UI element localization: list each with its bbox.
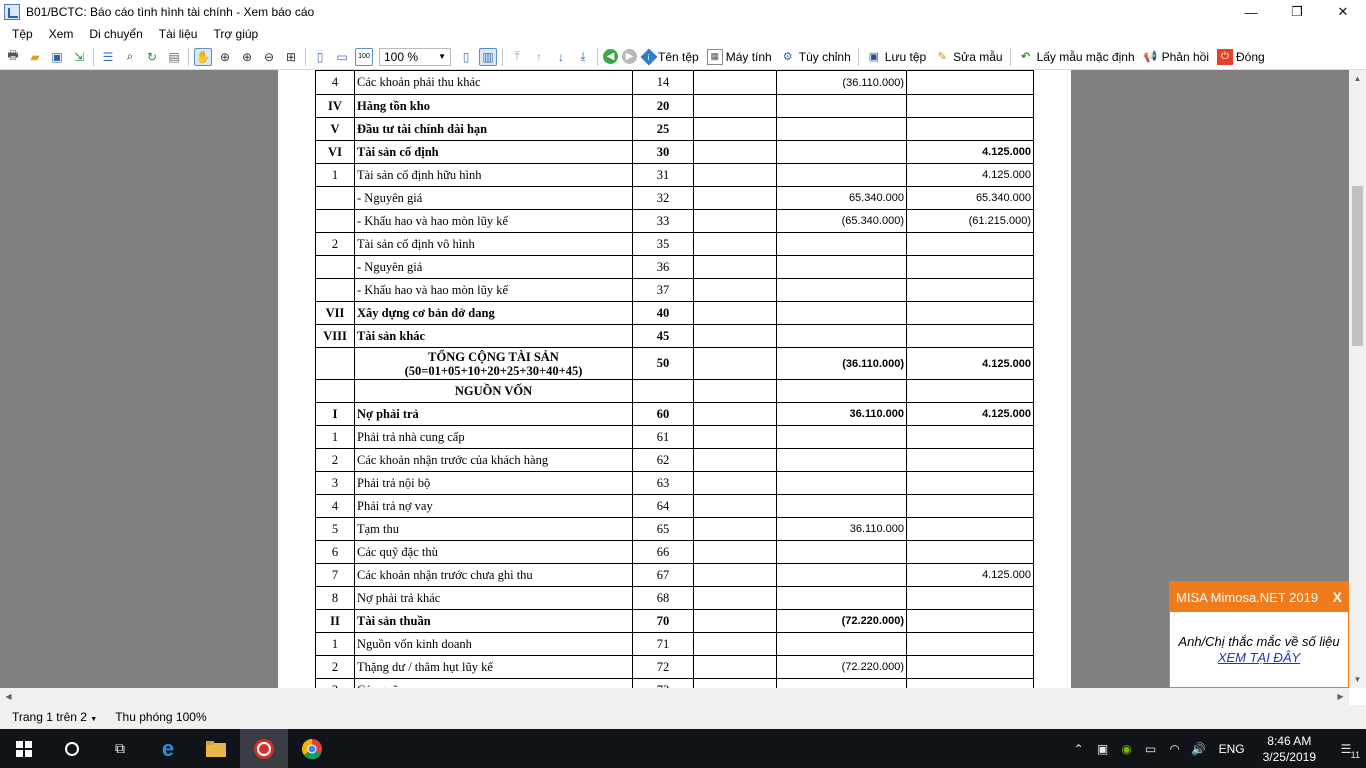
cell-stt: 7 — [316, 564, 355, 587]
cell-stt — [316, 256, 355, 279]
popup-title: MISA Mimosa.NET 2019 — [1176, 589, 1319, 605]
windows-start-icon[interactable] — [0, 729, 48, 768]
table-row — [316, 495, 1034, 518]
title-bar — [0, 0, 1366, 24]
clock-time: 8:46 AM — [1267, 733, 1312, 748]
default-template-button[interactable] — [1018, 49, 1135, 65]
cell-stt: 6 — [316, 541, 355, 564]
megaphone-icon: 📢 — [1143, 51, 1158, 63]
save-icon[interactable]: ▣ — [51, 49, 63, 64]
cell-code: 64 — [633, 495, 694, 518]
multi-page-icon[interactable]: ▥ — [479, 48, 497, 66]
feedback-button[interactable] — [1143, 49, 1209, 65]
cell-stt: 2 — [316, 449, 355, 472]
cell-value-current — [777, 141, 907, 164]
cell-note — [694, 233, 777, 256]
cell-name: Các khoản phải thu khác — [355, 71, 633, 95]
cell-note — [694, 325, 777, 348]
cell-value-previous — [907, 71, 1034, 95]
cell-stt: 5 — [316, 518, 355, 541]
cell-stt: 4 — [316, 495, 355, 518]
cell-code: 70 — [633, 610, 694, 633]
cell-stt — [316, 348, 355, 380]
cell-code: 40 — [633, 302, 694, 325]
cell-name: Tài sản thuần — [355, 610, 633, 633]
cell-code: 65 — [633, 518, 694, 541]
cell-value-previous: 4.125.000 — [907, 348, 1034, 380]
menu-help[interactable]: Trợ giúp — [213, 27, 259, 41]
toolbar-separator — [502, 48, 503, 66]
customize-label: Tùy chỉnh — [798, 49, 851, 64]
cell-stt: 3 — [316, 472, 355, 495]
cell-name: - Nguyên giá — [355, 187, 633, 210]
cell-note — [694, 541, 777, 564]
cell-stt: VII — [316, 302, 355, 325]
search-circle-icon[interactable] — [48, 729, 96, 768]
toolbar-separator — [597, 48, 598, 66]
zoom-indicator: Thu phóng 100% — [115, 710, 207, 724]
table-row — [316, 403, 1034, 426]
cell-code: 30 — [633, 141, 694, 164]
cell-name: Đầu tư tài chính dài hạn — [355, 118, 633, 141]
print-icon[interactable]: 🖶 — [7, 48, 19, 62]
cell-code: 25 — [633, 118, 694, 141]
cell-value-previous — [907, 95, 1034, 118]
refresh-icon[interactable]: ↻ — [146, 49, 158, 64]
cell-value-current — [777, 426, 907, 449]
cell-value-previous — [907, 380, 1034, 403]
table-row — [316, 118, 1034, 141]
total-assets-title: TỔNG CỘNG TÀI SẢN — [428, 349, 559, 364]
cell-note — [694, 380, 777, 403]
floppy-disk-icon: ▣ — [868, 51, 879, 63]
report-page — [278, 70, 1071, 688]
task-view-icon[interactable]: ⧉ — [115, 740, 125, 756]
cell-value-current: 36.110.000 — [777, 518, 907, 541]
maximize-button[interactable]: ❐ — [1291, 4, 1303, 19]
cell-value-current — [777, 564, 907, 587]
cell-value-current: 65.340.000 — [777, 187, 907, 210]
page-indicator[interactable] — [12, 710, 97, 724]
cell-note — [694, 187, 777, 210]
cell-name: Tài sản cố định hữu hình — [355, 164, 633, 187]
first-page-icon[interactable]: ⤒ — [514, 49, 520, 63]
chevron-down-icon: ▼ — [90, 716, 98, 723]
table-row — [316, 256, 1034, 279]
cell-value-previous: 4.125.000 — [907, 164, 1034, 187]
zoom-area-icon[interactable]: ⊞ — [285, 49, 297, 64]
file-name-button[interactable] — [643, 50, 699, 64]
edit-template-label: Sửa mẫu — [953, 49, 1003, 64]
popup-close-button[interactable]: X — [1332, 589, 1342, 605]
sources-heading: NGUỒN VỐN — [355, 380, 633, 403]
cell-name: - Khấu hao và hao mòn lũy kế — [355, 279, 633, 302]
cell-note — [694, 302, 777, 325]
cell-note — [694, 610, 777, 633]
cell-stt: V — [316, 118, 355, 141]
table-row — [316, 141, 1034, 164]
scroll-thumb[interactable] — [1352, 186, 1363, 346]
cell-code: 20 — [633, 95, 694, 118]
table-row — [316, 279, 1034, 302]
cell-name: Phải trả nợ vay — [355, 495, 633, 518]
zoom-select[interactable] — [379, 48, 451, 66]
misa-app-icon[interactable] — [240, 729, 288, 768]
cell-code: 62 — [633, 449, 694, 472]
notification-count: 11 — [1350, 749, 1360, 760]
cell-note — [694, 348, 777, 380]
notification-center-icon[interactable]: ☰ 11 — [1340, 741, 1360, 760]
cell-value-current: (72.220.000) — [777, 610, 907, 633]
file-name-label: Tên tệp — [658, 49, 699, 64]
cell-name: Phải trả nội bộ — [355, 472, 633, 495]
cell-note — [694, 633, 777, 656]
cell-note — [694, 449, 777, 472]
calculator-button[interactable] — [707, 49, 772, 65]
cell-stt: 8 — [316, 587, 355, 610]
calculator-icon: ▦ — [707, 49, 723, 65]
cell-code: 37 — [633, 279, 694, 302]
next-page-icon[interactable]: ↓ — [558, 49, 564, 64]
actual-size-icon[interactable]: 100 — [355, 48, 373, 66]
cell-value-current — [777, 495, 907, 518]
cell-value-previous: 4.125.000 — [907, 564, 1034, 587]
chrome-browser-icon[interactable] — [288, 729, 336, 768]
balance-sheet-table — [315, 70, 1034, 702]
last-page-icon[interactable]: ⤓ — [580, 49, 586, 63]
calculator-label: Máy tính — [725, 49, 772, 64]
cell-name: Nợ phải trả khác — [355, 587, 633, 610]
file-explorer-icon[interactable] — [192, 729, 240, 768]
table-row — [316, 95, 1034, 118]
cell-value-current — [777, 279, 907, 302]
report-viewer[interactable] — [0, 70, 1366, 688]
cell-code: 60 — [633, 403, 694, 426]
cell-code: 71 — [633, 633, 694, 656]
toolbar-separator — [305, 48, 306, 66]
cell-value-current — [777, 118, 907, 141]
cell-code: 35 — [633, 233, 694, 256]
info-icon: i — [641, 48, 658, 65]
popup-header — [1170, 582, 1348, 612]
cell-value-previous — [907, 518, 1034, 541]
cell-code: 63 — [633, 472, 694, 495]
table-row — [316, 302, 1034, 325]
close-report-button[interactable] — [1217, 49, 1265, 65]
save-file-label: Lưu tệp — [884, 49, 927, 64]
cell-value-previous — [907, 610, 1034, 633]
cell-name: Tài sản khác — [355, 325, 633, 348]
app-icon — [4, 4, 20, 20]
cell-note — [694, 210, 777, 233]
cell-stt: IV — [316, 95, 355, 118]
cell-name: Các khoản nhận trước của khách hàng — [355, 449, 633, 472]
cell-value-previous — [907, 656, 1034, 679]
cell-stt: I — [316, 403, 355, 426]
cell-note — [694, 564, 777, 587]
cell-code: 50 — [633, 348, 694, 380]
scroll-up-icon[interactable]: ▲ — [1353, 74, 1362, 83]
table-row — [316, 610, 1034, 633]
cell-name: - Nguyên giá — [355, 256, 633, 279]
cell-stt — [316, 279, 355, 302]
cell-note — [694, 71, 777, 95]
menu-bar — [0, 24, 1366, 44]
fit-page-icon[interactable]: ▯ — [316, 49, 324, 64]
cell-value-previous — [907, 633, 1034, 656]
popup-body — [1170, 612, 1348, 666]
save-file-button[interactable] — [866, 49, 926, 65]
table-row — [316, 472, 1034, 495]
cell-stt: VIII — [316, 325, 355, 348]
cell-value-current — [777, 233, 907, 256]
cell-value-current: (36.110.000) — [777, 348, 907, 380]
cell-value-current — [777, 302, 907, 325]
edit-pencil-icon: ✎ — [937, 51, 947, 63]
cell-value-current — [777, 472, 907, 495]
cell-value-current — [777, 164, 907, 187]
cell-note — [694, 95, 777, 118]
scroll-right-icon[interactable]: ▶ — [1337, 692, 1344, 701]
cell-value-current — [777, 587, 907, 610]
scroll-down-icon[interactable]: ▼ — [1353, 675, 1362, 684]
close-window-button[interactable]: ✕ — [1337, 4, 1349, 19]
zoom-in-magnifier-icon[interactable]: ⊕ — [219, 49, 231, 64]
table-row — [316, 518, 1034, 541]
cell-value-previous: (61.215.000) — [907, 210, 1034, 233]
cell-note — [694, 518, 777, 541]
cell-value-previous — [907, 118, 1034, 141]
page-setup-icon[interactable]: ▤ — [168, 49, 180, 64]
cell-code: 61 — [633, 426, 694, 449]
cell-stt: II — [316, 610, 355, 633]
table-row — [316, 564, 1034, 587]
table-row — [316, 233, 1034, 256]
cell-name: - Khấu hao và hao mòn lũy kế — [355, 210, 633, 233]
cell-code: 14 — [633, 71, 694, 95]
table-row — [316, 71, 1034, 95]
feedback-label: Phản hồi — [1161, 49, 1209, 64]
nvidia-icon[interactable]: ◉ — [1121, 741, 1132, 756]
hand-tool-icon[interactable]: ✋ — [195, 49, 211, 64]
cell-value-current: (65.340.000) — [777, 210, 907, 233]
cell-note — [694, 495, 777, 518]
wifi-icon[interactable]: ◠ — [1169, 741, 1180, 756]
open-folder-icon[interactable]: ▰ — [30, 49, 40, 64]
cell-value-current — [777, 256, 907, 279]
forward-icon[interactable]: ▶ — [622, 49, 637, 64]
zoom-value: 100 % — [384, 49, 419, 64]
cell-value-previous — [907, 279, 1034, 302]
cell-value-previous — [907, 472, 1034, 495]
table-row — [316, 187, 1034, 210]
cell-name: Tài sản cố định vô hình — [355, 233, 633, 256]
cell-name — [355, 348, 633, 380]
back-icon[interactable]: ◀ — [603, 49, 618, 64]
cell-value-current — [777, 325, 907, 348]
table-row — [316, 587, 1034, 610]
cell-name: Tài sản cố định — [355, 141, 633, 164]
cell-name: Tạm thu — [355, 518, 633, 541]
toolbar-separator — [858, 48, 859, 66]
notification-popup — [1169, 581, 1349, 688]
chevron-up-icon[interactable]: ⌃ — [1073, 741, 1084, 756]
cell-stt — [316, 210, 355, 233]
system-tray — [1067, 729, 1366, 768]
popup-link[interactable]: XEM TẠI ĐÂY — [1217, 650, 1301, 665]
window-controls — [1228, 0, 1366, 24]
popup-message: Anh/Chị thắc mắc về số liệu — [1178, 634, 1340, 649]
cell-value-current: (72.220.000) — [777, 656, 907, 679]
cell-value-previous: 4.125.000 — [907, 141, 1034, 164]
cell-note — [694, 587, 777, 610]
undo-arrow-icon: ↶ — [1020, 51, 1031, 63]
close-report-label: Đóng — [1236, 49, 1265, 64]
cell-value-previous — [907, 495, 1034, 518]
minimize-button[interactable]: — — [1244, 4, 1258, 20]
fit-width-icon[interactable]: ▭ — [336, 49, 348, 64]
zoom-in-icon[interactable]: ⊕ — [241, 49, 253, 64]
status-bar — [0, 705, 1366, 729]
cell-name: Hàng tồn kho — [355, 95, 633, 118]
cell-value-previous: 65.340.000 — [907, 187, 1034, 210]
edge-browser-icon[interactable]: e — [161, 735, 175, 761]
customize-button[interactable] — [780, 49, 851, 65]
previous-page-icon[interactable]: ↑ — [536, 49, 542, 64]
cell-stt: 1 — [316, 164, 355, 187]
cell-value-previous — [907, 426, 1034, 449]
cell-value-current: 36.110.000 — [777, 403, 907, 426]
table-row — [316, 633, 1034, 656]
volume-icon[interactable]: 🔊 — [1191, 741, 1207, 756]
cell-code: 31 — [633, 164, 694, 187]
scroll-left-icon[interactable]: ◀ — [5, 692, 12, 701]
table-row — [316, 210, 1034, 233]
cell-note — [694, 118, 777, 141]
cell-value-previous — [907, 233, 1034, 256]
cell-note — [694, 426, 777, 449]
menu-document[interactable]: Tài liệu — [158, 27, 198, 41]
network-alert-icon[interactable]: ▣ — [1096, 741, 1109, 756]
cell-stt: VI — [316, 141, 355, 164]
table-row-total-assets — [316, 348, 1034, 380]
edit-template-button[interactable] — [934, 49, 1002, 65]
window-title: B01/BCTC: Báo cáo tình hình tài chính - Xem báo cáo — [26, 5, 315, 19]
table-row — [316, 541, 1034, 564]
menu-file[interactable]: Tệp — [12, 27, 33, 41]
toolbar-separator — [188, 48, 189, 66]
cell-stt — [316, 380, 355, 403]
cell-name: Thặng dư / thâm hụt lũy kế — [355, 656, 633, 679]
horizontal-scrollbar[interactable] — [0, 688, 1349, 705]
cell-stt: 1 — [316, 633, 355, 656]
cell-note — [694, 279, 777, 302]
power-icon: ⏻ — [1217, 49, 1233, 65]
total-assets-formula: (50=01+05+10+20+25+30+40+45) — [404, 363, 583, 378]
cell-stt: 1 — [316, 426, 355, 449]
cell-name: Các quỹ đặc thù — [355, 541, 633, 564]
clock-date: 3/25/2019 — [1262, 749, 1316, 764]
cell-value-previous — [907, 256, 1034, 279]
toolbar-separator — [93, 48, 94, 66]
cell-code: 32 — [633, 187, 694, 210]
menu-view[interactable]: Xem — [48, 27, 74, 41]
cell-note — [694, 403, 777, 426]
cell-stt: 4 — [316, 71, 355, 95]
clock[interactable] — [1253, 733, 1326, 765]
cell-note — [694, 472, 777, 495]
table-row — [316, 449, 1034, 472]
chevron-down-icon: ▼ — [438, 52, 446, 61]
cell-value-previous — [907, 449, 1034, 472]
menu-navigate[interactable]: Di chuyển — [89, 27, 143, 41]
cell-stt — [316, 187, 355, 210]
cell-stt: 2 — [316, 656, 355, 679]
cell-value-current — [777, 541, 907, 564]
zoom-out-icon[interactable]: ⊖ — [263, 49, 275, 64]
export-icon[interactable]: ⇲ — [73, 49, 85, 64]
cell-note — [694, 656, 777, 679]
toolbar — [0, 44, 1366, 70]
cell-code: 72 — [633, 656, 694, 679]
table-of-contents-icon[interactable]: ☰ — [102, 49, 114, 64]
cell-value-current: (36.110.000) — [777, 71, 907, 95]
cell-value-previous: 4.125.000 — [907, 403, 1034, 426]
cell-note — [694, 164, 777, 187]
cell-code: 67 — [633, 564, 694, 587]
cell-value-current — [777, 449, 907, 472]
cell-name: Các khoản nhận trước chưa ghi thu — [355, 564, 633, 587]
cell-value-current — [777, 380, 907, 403]
cell-value-current — [777, 95, 907, 118]
battery-icon[interactable]: ▭ — [1144, 741, 1157, 756]
single-page-icon[interactable]: ▯ — [462, 49, 470, 64]
cell-value-previous — [907, 325, 1034, 348]
cell-value-previous — [907, 587, 1034, 610]
cell-stt: 2 — [316, 233, 355, 256]
cell-code: 68 — [633, 587, 694, 610]
language-indicator[interactable]: ENG — [1218, 741, 1245, 756]
cell-note — [694, 256, 777, 279]
toolbar-separator — [1010, 48, 1011, 66]
find-icon[interactable]: ⌕ — [126, 49, 134, 63]
cell-code: 33 — [633, 210, 694, 233]
taskbar — [0, 729, 1366, 768]
table-row — [316, 426, 1034, 449]
cell-code: 66 — [633, 541, 694, 564]
cell-name: Nguồn vốn kinh doanh — [355, 633, 633, 656]
customize-icon: ⚙ — [782, 51, 793, 63]
cell-code: 45 — [633, 325, 694, 348]
cell-name: Phải trả nhà cung cấp — [355, 426, 633, 449]
page-indicator-label: Trang 1 trên 2 — [12, 710, 87, 724]
vertical-scrollbar[interactable] — [1349, 70, 1366, 688]
cell-value-previous — [907, 302, 1034, 325]
cell-code: 36 — [633, 256, 694, 279]
cell-value-previous — [907, 541, 1034, 564]
cell-name: Nợ phải trả — [355, 403, 633, 426]
cell-name: Xây dựng cơ bản dở dang — [355, 302, 633, 325]
table-row — [316, 164, 1034, 187]
table-row-sources-heading — [316, 380, 1034, 403]
table-row — [316, 325, 1034, 348]
cell-note — [694, 141, 777, 164]
cell-code — [633, 380, 694, 403]
default-template-label: Lấy mẫu mặc định — [1036, 49, 1135, 64]
cell-value-current — [777, 633, 907, 656]
table-row — [316, 656, 1034, 679]
